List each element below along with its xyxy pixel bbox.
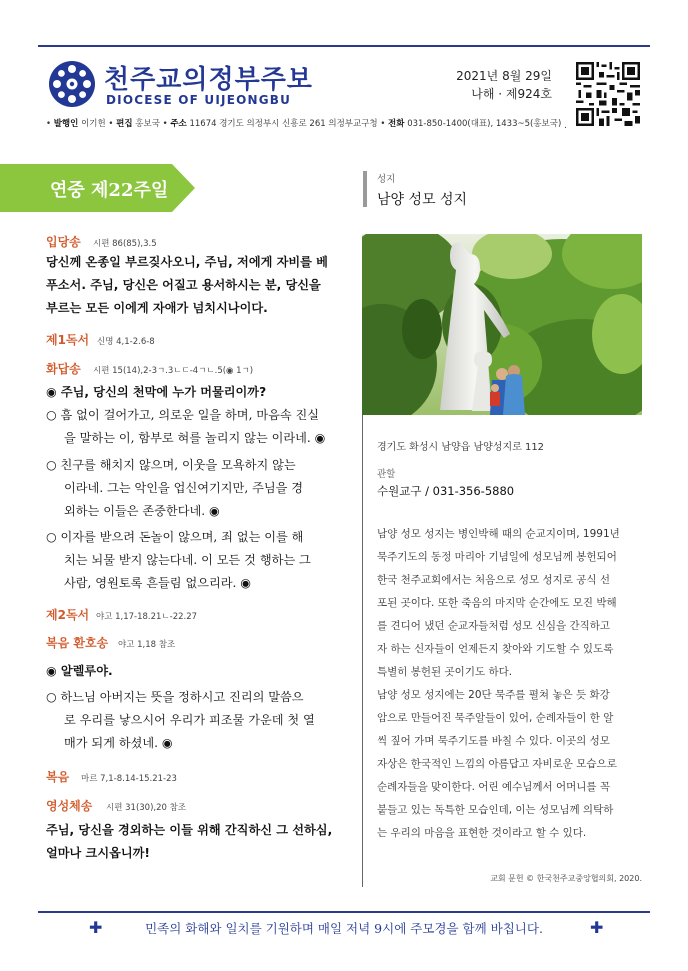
entrance-line: 푸소서. 주님, 당신은 어질고 용서하시는 분, 당신을 — [46, 278, 321, 292]
psalm-verse-line: 이라네. 그는 악인을 업신여기지만, 주님을 경 — [64, 481, 304, 495]
footer-prayer: 민족의 화해와 일치를 기원하며 매일 저녁 9시에 주모경을 함께 바칩니다. — [145, 921, 543, 936]
psalm-ref: 시편 15(14),2-3ㄱ.3ㄴㄷ-4ㄱㄴ.5(◉ 1ㄱ) — [93, 366, 254, 376]
acclamation-label: 복음 환호송 — [46, 636, 109, 650]
acclamation-verse-line: 매가 되게 하셨네. ◉ — [64, 736, 173, 750]
psalm-verse-line: ○ 친구를 해치지 않으며, 이웃을 모욕하지 않는 — [46, 458, 296, 472]
body-line: 자상은 한국적인 느낌의 아름답고 자비로운 모습으로 — [377, 758, 617, 770]
psalm-verse-line: 사람, 영원토록 흔들림 없으리라. ◉ — [64, 576, 251, 590]
manager-label: 관할 — [377, 469, 396, 480]
acclamation-verse-line: 로 우리를 낳으시어 우리가 피조물 가운데 첫 열 — [64, 713, 315, 727]
acclamation-response: ◉ 알렐루야. — [46, 664, 113, 678]
manager-contact: 수원교구 / 031-356-5880 — [377, 484, 515, 498]
psalm-label: 화답송 — [46, 362, 81, 376]
shrine-photo — [362, 234, 642, 415]
issue-date: 2021년 8월 29일 — [456, 69, 552, 83]
body-line: 자 하는 신자들이 언제든지 찾아와 기도할 수 있도록 — [377, 643, 614, 655]
section-label: 성지 — [377, 174, 396, 185]
psalm-verse-line: 외하는 이들은 존중한다네. ◉ — [64, 504, 220, 518]
psalm-verse-line: 치는 뇌물 받지 않는다네. 이 모든 것 행하는 그 — [64, 553, 311, 567]
second-reading-label: 제2독서 — [46, 608, 90, 622]
column-divider — [362, 415, 363, 887]
body-line: 포된 곳이다. 또한 죽음의 마지막 순간에도 모진 박해 — [377, 597, 617, 609]
psalm-verse-line: ○ 흠 없이 걸어가고, 의로운 일을 하며, 마음속 진실 — [46, 408, 320, 422]
body-line: 를 견디어 냈던 순교자들처럼 성모 신심을 간직하고 — [377, 620, 611, 632]
section-marker — [363, 171, 367, 207]
bulletin-subtitle: DIOCESE OF UIJEONGBU — [106, 93, 292, 107]
shrine-title: 남양 성모 성지 — [377, 192, 468, 208]
psalm-verse-line: 을 말하는 이, 함부로 혀를 놀리지 않는 이라네. ◉ — [64, 431, 326, 445]
body-line: 는 우리의 마음을 표현한 것이라고 할 수 있다. — [377, 827, 587, 839]
body-line: 남양 성모 성지는 병인박해 때의 순교지이며, 1991년 — [377, 528, 620, 540]
bottom-rule — [38, 911, 650, 913]
copyright-credit: 교회 문헌 © 한국천주교중앙협의회, 2020. — [490, 874, 642, 883]
entrance-line: 부르는 모든 이에게 자애가 넘치시나이다. — [46, 301, 268, 315]
second-reading-ref: 야고 1,17-18.21ㄴ-22.27 — [96, 612, 198, 622]
communion-label: 영성체송 — [46, 799, 93, 813]
entrance-ref: 시편 86(85),3.5 — [93, 239, 157, 249]
sunday-title: 연중 제22주일 — [50, 180, 169, 201]
body-line: 씩 짚어 가며 묵주기도를 바칠 수 있다. 이곳의 성모 — [377, 735, 610, 747]
gospel-ref: 마르 7,1-8.14-15.21-23 — [81, 774, 177, 784]
body-line: 특별히 봉헌된 곳이기도 하다. — [377, 666, 513, 678]
cross-icon: ✚ — [590, 918, 604, 937]
diocese-logo-icon — [48, 60, 96, 108]
top-rule — [38, 45, 650, 47]
communion-line: 주님, 당신을 경외하는 이들 위해 간직하신 그 선하심, — [46, 823, 333, 837]
communion-line: 얼마나 크시옵니까! — [46, 846, 150, 860]
psalm-response: ◉ 주님, 당신의 천막에 누가 머물리이까? — [46, 385, 267, 399]
cross-icon: ✚ — [89, 918, 103, 937]
first-reading-ref: 신명 4,1-2.6-8 — [97, 337, 155, 347]
entrance-label: 입당송 — [46, 235, 81, 249]
gospel-label: 복음 — [46, 770, 70, 784]
body-line: 순례자들을 맞이한다. 어린 예수님께서 어머니를 꼭 — [377, 781, 611, 793]
psalm-verse-line: ○ 이자를 받으려 돈놀이 않으며, 죄 없는 이를 해 — [46, 530, 304, 544]
bulletin-title: 천주교의정부주보 — [104, 65, 313, 95]
body-line: 남양 성모 성지에는 20단 묵주를 펼쳐 놓은 듯 화강 — [377, 689, 610, 701]
acclamation-ref: 야고 1,18 참조 — [118, 640, 176, 650]
body-line: 묵주기도의 동정 마리아 기념일에 성모님께 봉헌되어 — [377, 551, 617, 563]
shrine-address: 경기도 화성시 남양읍 남양성지로 112 — [377, 442, 545, 453]
qr-code-icon[interactable] — [576, 62, 640, 126]
first-reading-label: 제1독서 — [46, 333, 90, 347]
communion-ref: 시편 31(30),20 참조 — [106, 803, 187, 813]
entrance-line: 당신께 온종일 부르짖사오니, 주님, 저에게 자비를 베 — [46, 255, 328, 269]
body-line: 한국 천주교회에서는 처음으로 성모 성지로 공식 선 — [377, 574, 611, 586]
publication-info: • 발행인 이기헌 • 편집 홍보국 • 주소 11674 경기도 의정부시 신흥로 261 의정부교구청 • 전화 031-850-1400(대표), 1433~5(홍보국) — [46, 119, 562, 129]
issue-number: 나해 · 제924호 — [471, 87, 552, 101]
acclamation-verse-line: ○ 하느님 아버지는 뜻을 정하시고 진리의 말씀으 — [46, 690, 304, 704]
body-line: 암으로 만들어진 묵주알들이 있어, 순례자들이 한 알 — [377, 712, 614, 724]
body-line: 붙들고 있는 독특한 모습인데, 이는 성모님께 의탁하 — [377, 804, 614, 816]
info-dot: . — [564, 121, 567, 131]
